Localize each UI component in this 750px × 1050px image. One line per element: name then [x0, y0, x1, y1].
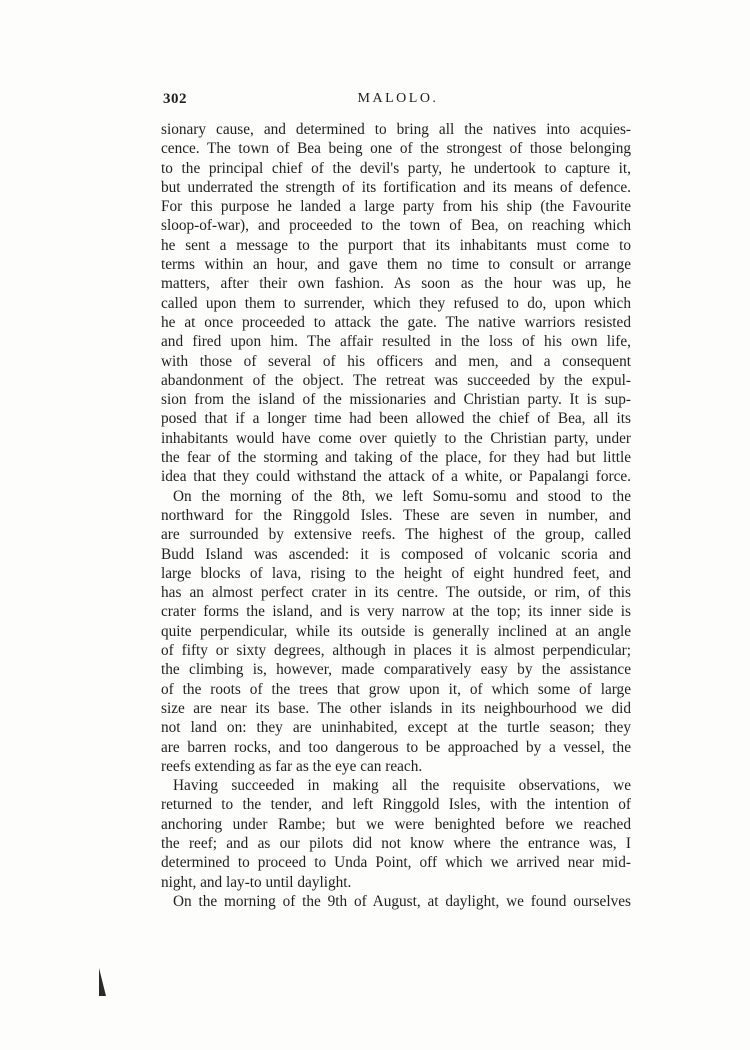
text-line: terms within an hour, and gave them no time to consult or arrange: [161, 256, 631, 274]
text-line: the fear of the storming and taking of the place, for they had but little: [161, 449, 631, 467]
text-line: he at once proceeded to attack the gate. The native warriors resisted: [161, 313, 631, 331]
text-line: of the roots of the trees that grow upon it, of which some of large: [161, 680, 631, 698]
text-line: Having succeeded in making all the requisite observations, we: [173, 777, 631, 795]
text-line: sionary cause, and determined to bring all the natives into acquies-: [161, 121, 631, 138]
text-line: are surrounded by extensive reefs. The highest of the group, called: [161, 526, 631, 544]
text-line: Budd Island was ascended: it is composed of volcanic scoria and: [161, 545, 631, 563]
text-line: anchoring under Rambe; but we were benighted before we reached: [161, 815, 631, 833]
text-line: and fired upon him. The affair resulted in the loss of his own life,: [161, 333, 631, 351]
running-head: [163, 91, 633, 113]
text-line: cence. The town of Bea being one of the strongest of those belonging: [161, 140, 631, 158]
text-line: not land on: they are uninhabited, except at the turtle season; they: [161, 719, 631, 737]
text-line: large blocks of lava, rising to the height of eight hundred feet, and: [161, 564, 631, 582]
text-line: sloop-of-war), and proceeded to the town of Bea, on reaching which: [161, 217, 631, 235]
text-line: has an almost perfect crater in its centre. The outside, or rim, of this: [161, 584, 631, 602]
page-edge-shadow: [99, 968, 106, 996]
text-line: of fifty or sixty degrees, although in places it is almost perpendicular;: [161, 642, 631, 660]
text-line: On the morning of the 8th, we left Somu-somu and stood to the: [173, 487, 631, 505]
text-line: but underrated the strength of its fortification and its means of defence.: [161, 178, 631, 196]
text-line: posed that if a longer time had been allowed the chief of Bea, all its: [161, 410, 631, 428]
paragraph-3: [161, 776, 631, 892]
text-line: to the principal chief of the devil's party, he undertook to capture it,: [161, 159, 631, 177]
text-line: On the morning of the 9th of August, at daylight, we found ourselves: [173, 892, 631, 910]
text-line: quite perpendicular, while its outside is generally inclined at an angle: [161, 622, 631, 640]
text-line: called upon them to surrender, which they refused to do, upon which: [161, 294, 631, 312]
text-line: abandonment of the object. The retreat was succeeded by the expul-: [161, 371, 631, 389]
text-line: the climbing is, however, made comparatively easy by the assistance: [161, 661, 631, 679]
text-line: are barren rocks, and too dangerous to be approached by a vessel, the: [161, 738, 631, 756]
text-line: inhabitants would have come over quietly to the Christian party, under: [161, 429, 631, 447]
text-line: crater forms the island, and is very narrow at the top; its inner side is: [161, 603, 631, 621]
paragraph-1: [161, 120, 631, 487]
text-line: he sent a message to the purport that its inhabitants must come to: [161, 236, 631, 254]
text-line: northward for the Ringgold Isles. These are seven in number, and: [161, 506, 631, 524]
text-line: determined to proceed to Unda Point, off which we arrived near mid-: [161, 854, 631, 872]
text-line: reefs extending as far as the eye can reach.: [161, 757, 423, 775]
page-number: 302: [163, 91, 187, 107]
paragraph-4: [161, 892, 631, 911]
text-line: with those of several of his officers and men, and a consequent: [161, 352, 631, 370]
body-text: [161, 120, 631, 911]
text-line: sion from the island of the missionaries and Christian party. It is sup-: [161, 391, 631, 409]
text-line: idea that they could withstand the attack of a white, or Papalangi force.: [161, 468, 631, 486]
running-title: MALOLO.: [357, 91, 439, 106]
text-line: returned to the tender, and left Ringgold Isles, with the intention of: [161, 796, 631, 814]
text-line: size are near its base. The other islands in its neighbourhood we did: [161, 699, 631, 717]
text-line: night, and lay-to until daylight.: [161, 873, 352, 891]
text-line: For this purpose he landed a large party from his ship (the Favourite: [161, 198, 631, 216]
text-line: matters, after their own fashion. As soon as the hour was up, he: [161, 275, 631, 293]
text-line: the reef; and as our pilots did not know where the entrance was, I: [161, 834, 631, 852]
paragraph-2: [161, 487, 631, 776]
